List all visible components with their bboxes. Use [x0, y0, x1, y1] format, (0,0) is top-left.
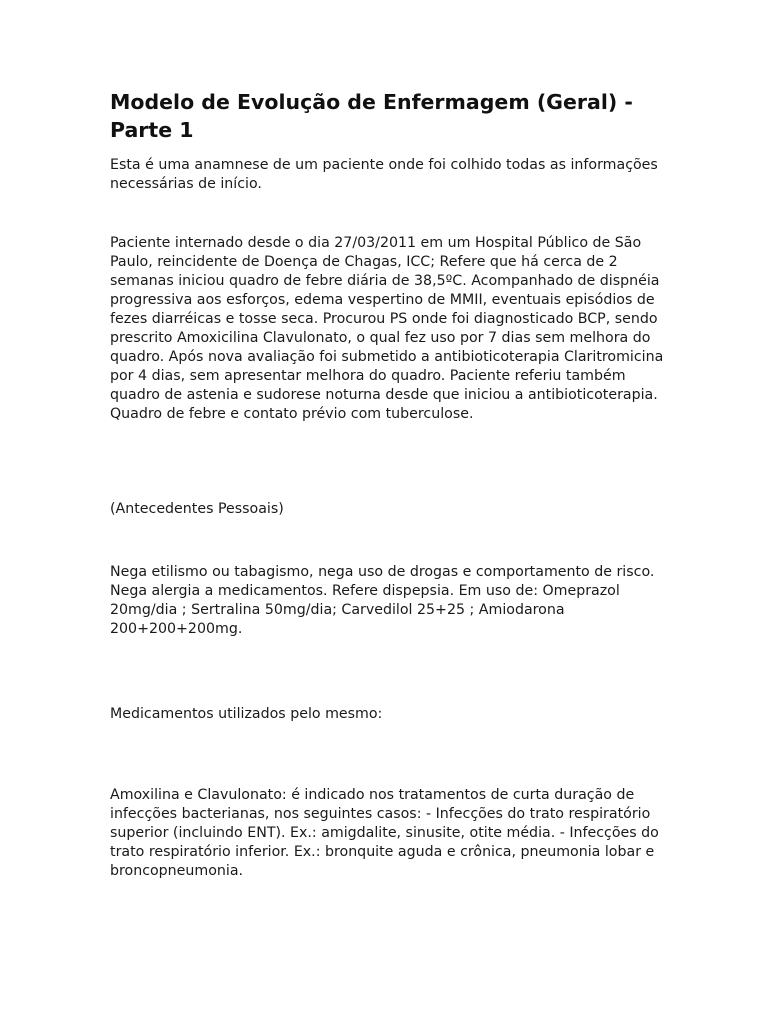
- amoxicillin-paragraph: Amoxilina e Clavulonato: é indicado nos tratamentos de curta duração de infecções bacterianas, nos seguintes casos: - Infecções do trato respiratório superior (incluindo ENT). Ex.: amigdalite, sinusite, otite média. - Infecções do trato respiratório inferior. Ex.: bronquite aguda e crônica, pneumonia lobar e broncopneumonia.: [110, 787, 659, 879]
- medications-heading: Medicamentos utilizados pelo mesmo:: [110, 706, 383, 722]
- intro-paragraph: Esta é uma anamnese de um paciente onde foi colhido todas as informações necessárias de início.: [110, 157, 658, 192]
- document-page: [110, 88, 670, 881]
- antecedentes-heading: (Antecedentes Pessoais): [110, 501, 284, 517]
- antecedentes-paragraph: Nega etilismo ou tabagismo, nega uso de drogas e comportamento de risco. Nega alergia a medicamentos. Refere dispepsia. Em uso de: Omeprazol 20mg/dia ; Sertralina 50mg/dia; Carvedilol 25+25 ; Amiodarona 200+200+200mg.: [110, 564, 655, 637]
- document-title: Modelo de Evolução de Enfermagem (Geral) - Parte 1: [110, 90, 633, 142]
- patient-history-paragraph: Paciente internado desde o dia 27/03/2011 em um Hospital Público de São Paulo, reincidente de Doença de Chagas, ICC; Refere que há cerca de 2 semanas iniciou quadro de febre diária de 38,5ºC. Acompanhado de dispnéia progressiva aos esforços, edema vespertino de MMII, eventuais episódios de fezes diarréicas e tosse seca. Procurou PS onde foi diagnosticado BCP, sendo prescrito Amoxicilina Clavulonato, o qual fez uso por 7 dias sem melhora do quadro. Após nova avaliação foi submetido a antibioticoterapia Claritromicina por 4 dias, sem apresentar melhora do quadro. Paciente referiu também quadro de astenia e sudorese noturna desde que iniciou a antibioticoterapia. Quadro de febre e contato prévio com tuberculose.: [110, 235, 664, 422]
